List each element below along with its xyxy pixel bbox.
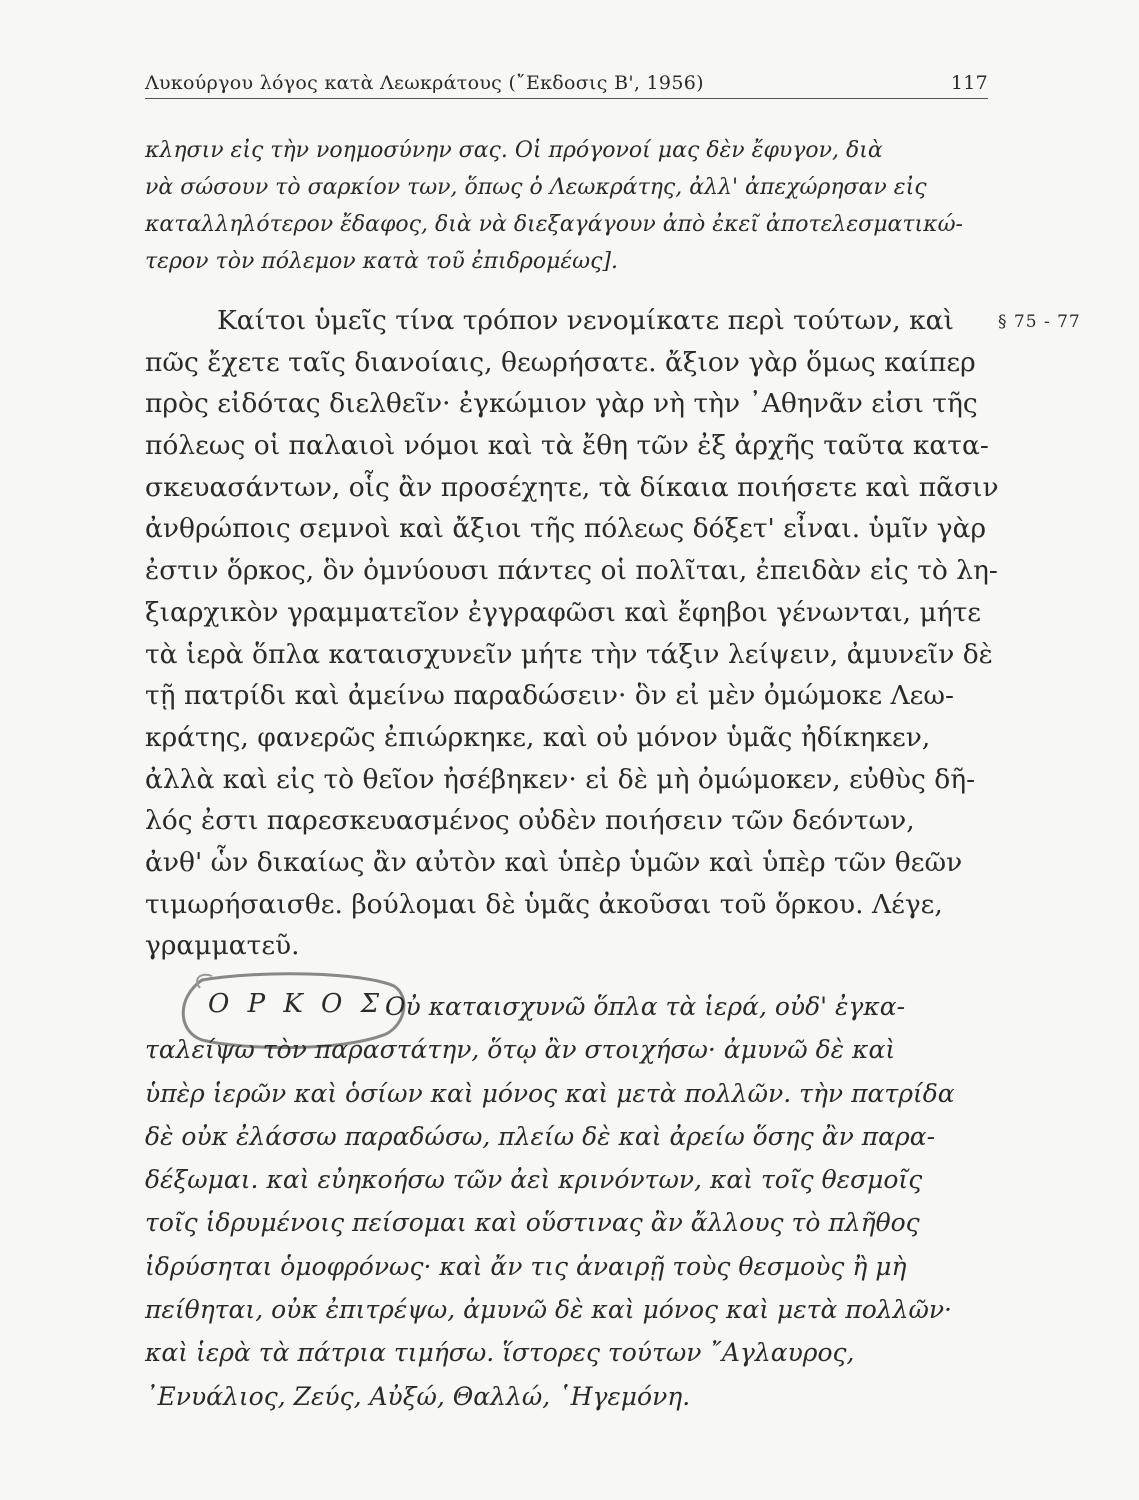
oath-line: ἱδρύσηται ὁμοφρόνως· καὶ ἄν τις ἀναιρῇ τοὺς θεσμοὺς ἢ μὴ [145,1251,907,1281]
body-line: γραμματεῦ. [145,930,300,962]
oath-line: ὑπὲρ ἱερῶν καὶ ὁσίων καὶ μόνος καὶ μετὰ πολλῶν. τὴν πατρίδα [145,1078,955,1108]
body-line: ἐστιν ὅρκος, ὃν ὀμνύουσι πάντες οἱ πολῖται, ἐπειδὰν εἰς τὸ λη- [145,555,998,587]
page-number: 117 [950,72,988,94]
body-line: πρὸς εἰδότας διελθεῖν· ἐγκώμιον γὰρ νὴ τὴν ᾿Αθηνᾶν εἰσι τῆς [145,388,978,420]
body-line: ἀλλὰ καὶ εἰς τὸ θεῖον ἠσέβηκεν· εἰ δὲ μὴ ὀμώμοκεν, εὐθὺς δῆ- [145,763,976,795]
body-line: ἀνθρώποις σεμνοὶ καὶ ἄξιοι τῆς πόλεως δόξετ' εἶναι. ὑμῖν γὰρ [145,513,987,545]
oath-line: πείθηται, οὐκ ἐπιτρέψω, ἀμυνῶ δὲ καὶ μόνος καὶ μετὰ πολλῶν· [145,1295,952,1325]
body-line: τιμωρήσαισθε. βούλομαι δὲ ὑμᾶς ἀκοῦσαι τοῦ ὅρκου. Λέγε, [145,888,943,920]
body-line: ξιαρχικὸν γραμματεῖον ἐγγραφῶσι καὶ ἔφηβοι γένωνται, μήτε [145,596,982,628]
oath-first-line [145,985,990,1028]
oath-line: Οὐ καταισχυνῶ ὅπλα τὰ ἱερά, οὐδ' ἐγκα- [385,992,906,1021]
section-margin-reference: § 75 - 77 [998,312,1081,332]
oath-line: ᾿Ενυάλιος, Ζεύς, Αὐξώ, Θαλλώ, ῾Ηγεμόνη. [145,1381,691,1411]
body-line: λός ἐστι παρεσκευασμένος οὐδὲν ποιήσειν τῶν δεόντων, [145,805,915,837]
running-title: Λυκούργου λόγος κατὰ Λεωκράτους (῎Εκδοσις Β', 1956) [145,72,704,94]
body-line: τὰ ἱερὰ ὅπλα καταισχυνεῖν μήτε τὴν τάξιν λείψειν, ἀμυνεῖν δὲ [145,638,993,670]
note-paragraph [145,132,990,280]
body-line: σκευασάντων, οἷς ἂν προσέχητε, τὰ δίκαια ποιήσετε καὶ πᾶσιν [145,471,999,503]
note-line: καταλληλότερον ἔδαφος, διὰ νὰ διεξαγάγουν ἀπὸ ἐκεῖ ἀποτελεσματικώ- [145,212,963,237]
note-line: νὰ σώσουν τὸ σαρκίον των, ὅπως ὁ Λεωκράτης, ἀλλ' ἀπεχώρησαν εἰς [145,175,927,200]
oath-line: δέξωμαι. καὶ εὐηκοήσω τῶν ἀεὶ κρινόντων, καὶ τοῖς θεσμοῖς [145,1165,923,1195]
oath-line: τοῖς ἱδρυμένοις πείσομαι καὶ οὕστινας ἂν ἄλλους τὸ πλῆθος [145,1208,920,1238]
body-line: τῇ πατρίδι καὶ ἀμείνω παραδώσειν· ὃν εἰ μὲν ὀμώμοκε Λεω- [145,680,954,712]
body-line: πῶς ἔχετε ταῖς διανοίαις, θεωρήσατε. ἄξιον γὰρ ὅμως καίπερ [145,346,976,378]
body-line: πόλεως οἱ παλαιοὶ νόμοι καὶ τὰ ἔθη τῶν ἐξ ἀρχῆς ταῦτα κατα- [145,430,989,462]
body-line: Καίτοι ὑμεῖς τίνα τρόπον νενομίκατε περὶ τούτων, καὶ [217,305,954,336]
oath-paragraph [145,985,990,1418]
running-header [145,68,988,99]
body-line: ἀνθ' ὧν δικαίως ἂν αὐτὸν καὶ ὑπὲρ ὑμῶν καὶ ὑπὲρ τῶν θεῶν [145,846,963,878]
oath-heading: Ο Ρ Κ Ο Σ. [208,989,398,1019]
oath-line: δὲ οὐκ ἐλάσσω παραδώσω, πλείω δὲ καὶ ἀρείω ὅσης ἂν παρα- [145,1121,936,1151]
oath-line: καὶ ἱερὰ τὰ πάτρια τιμήσω. ἵστορες τούτων ῎Αγλαυρος, [145,1338,855,1368]
note-line: τερον τὸν πόλεμον κατὰ τοῦ ἐπιδρομέως]. [145,249,619,274]
oath-line: ταλείψω τὸν παραστάτην, ὅτῳ ἂν στοιχήσω· ἀμυνῶ δὲ καὶ [145,1035,896,1065]
body-line: κράτης, φανερῶς ἐπιώρκηκε, καὶ οὐ μόνον ὑμᾶς ἠδίκηκεν, [145,721,931,753]
main-paragraph [145,300,999,967]
note-line: κλησιν εἰς τὴν νοημοσύνην σας. Οἱ πρόγονοί μας δὲν ἔφυγον, διὰ [145,138,883,163]
